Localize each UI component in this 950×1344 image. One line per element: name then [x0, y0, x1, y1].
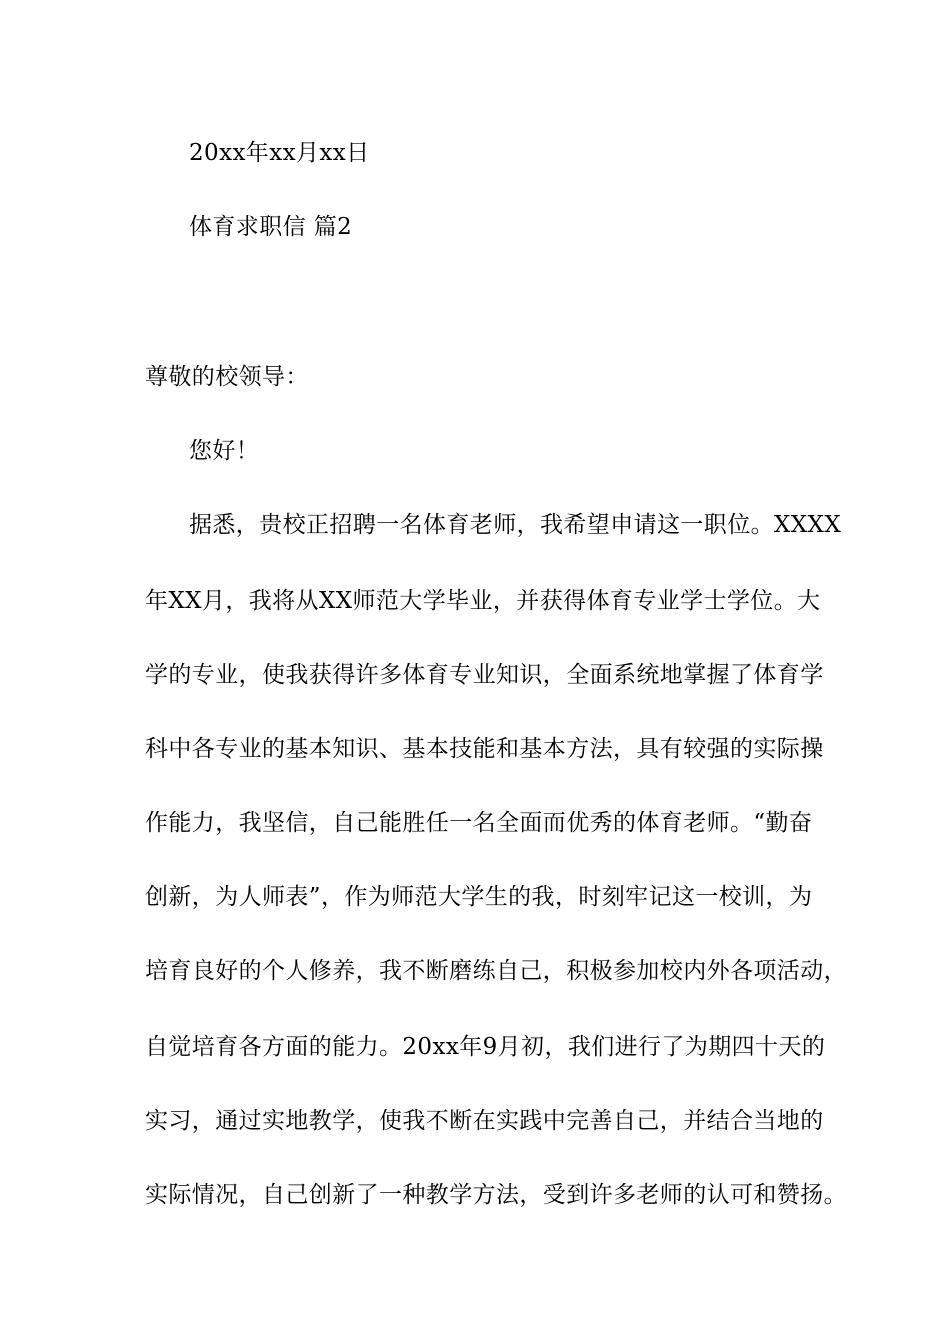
body-line: 据悉，贵校正招聘一名体育老师，我希望申请这一职位。XXXX [189, 512, 842, 538]
body-line: 培育良好的个人修养，我不断磨练自己，积极参加校内外各项活动， [145, 958, 847, 984]
greeting: 您好！ [189, 438, 260, 464]
body-line: 科中各专业的基本知识、基本技能和基本方法，具有较强的实际操 [145, 736, 824, 762]
body-line: 实际情况，自己创新了一种教学方法，受到许多老师的认可和赞扬。 [145, 1182, 847, 1208]
date-line: 20xx年xx月xx日 [189, 140, 370, 166]
body-line: 实习，通过实地教学，使我不断在实践中完善自己，并结合当地的 [145, 1108, 824, 1134]
salutation: 尊敬的校领导： [145, 364, 309, 390]
section-heading: 体育求职信 篇2 [189, 214, 353, 240]
body-line: 自觉培育各方面的能力。20xx年9月初，我们进行了为期四十天的 [145, 1034, 826, 1060]
body-line: 创新，为人师表”，作为师范大学生的我，时刻牢记这一校训，为 [145, 884, 813, 910]
body-line: 学的专业，使我获得许多体育专业知识，全面系统地掌握了体育学 [145, 662, 824, 688]
body-line: 年XX月，我将从XX师范大学毕业，并获得体育专业学士学位。大 [145, 588, 821, 614]
body-line: 作能力，我坚信，自己能胜任一名全面而优秀的体育老师。“勤奋 [145, 810, 813, 836]
